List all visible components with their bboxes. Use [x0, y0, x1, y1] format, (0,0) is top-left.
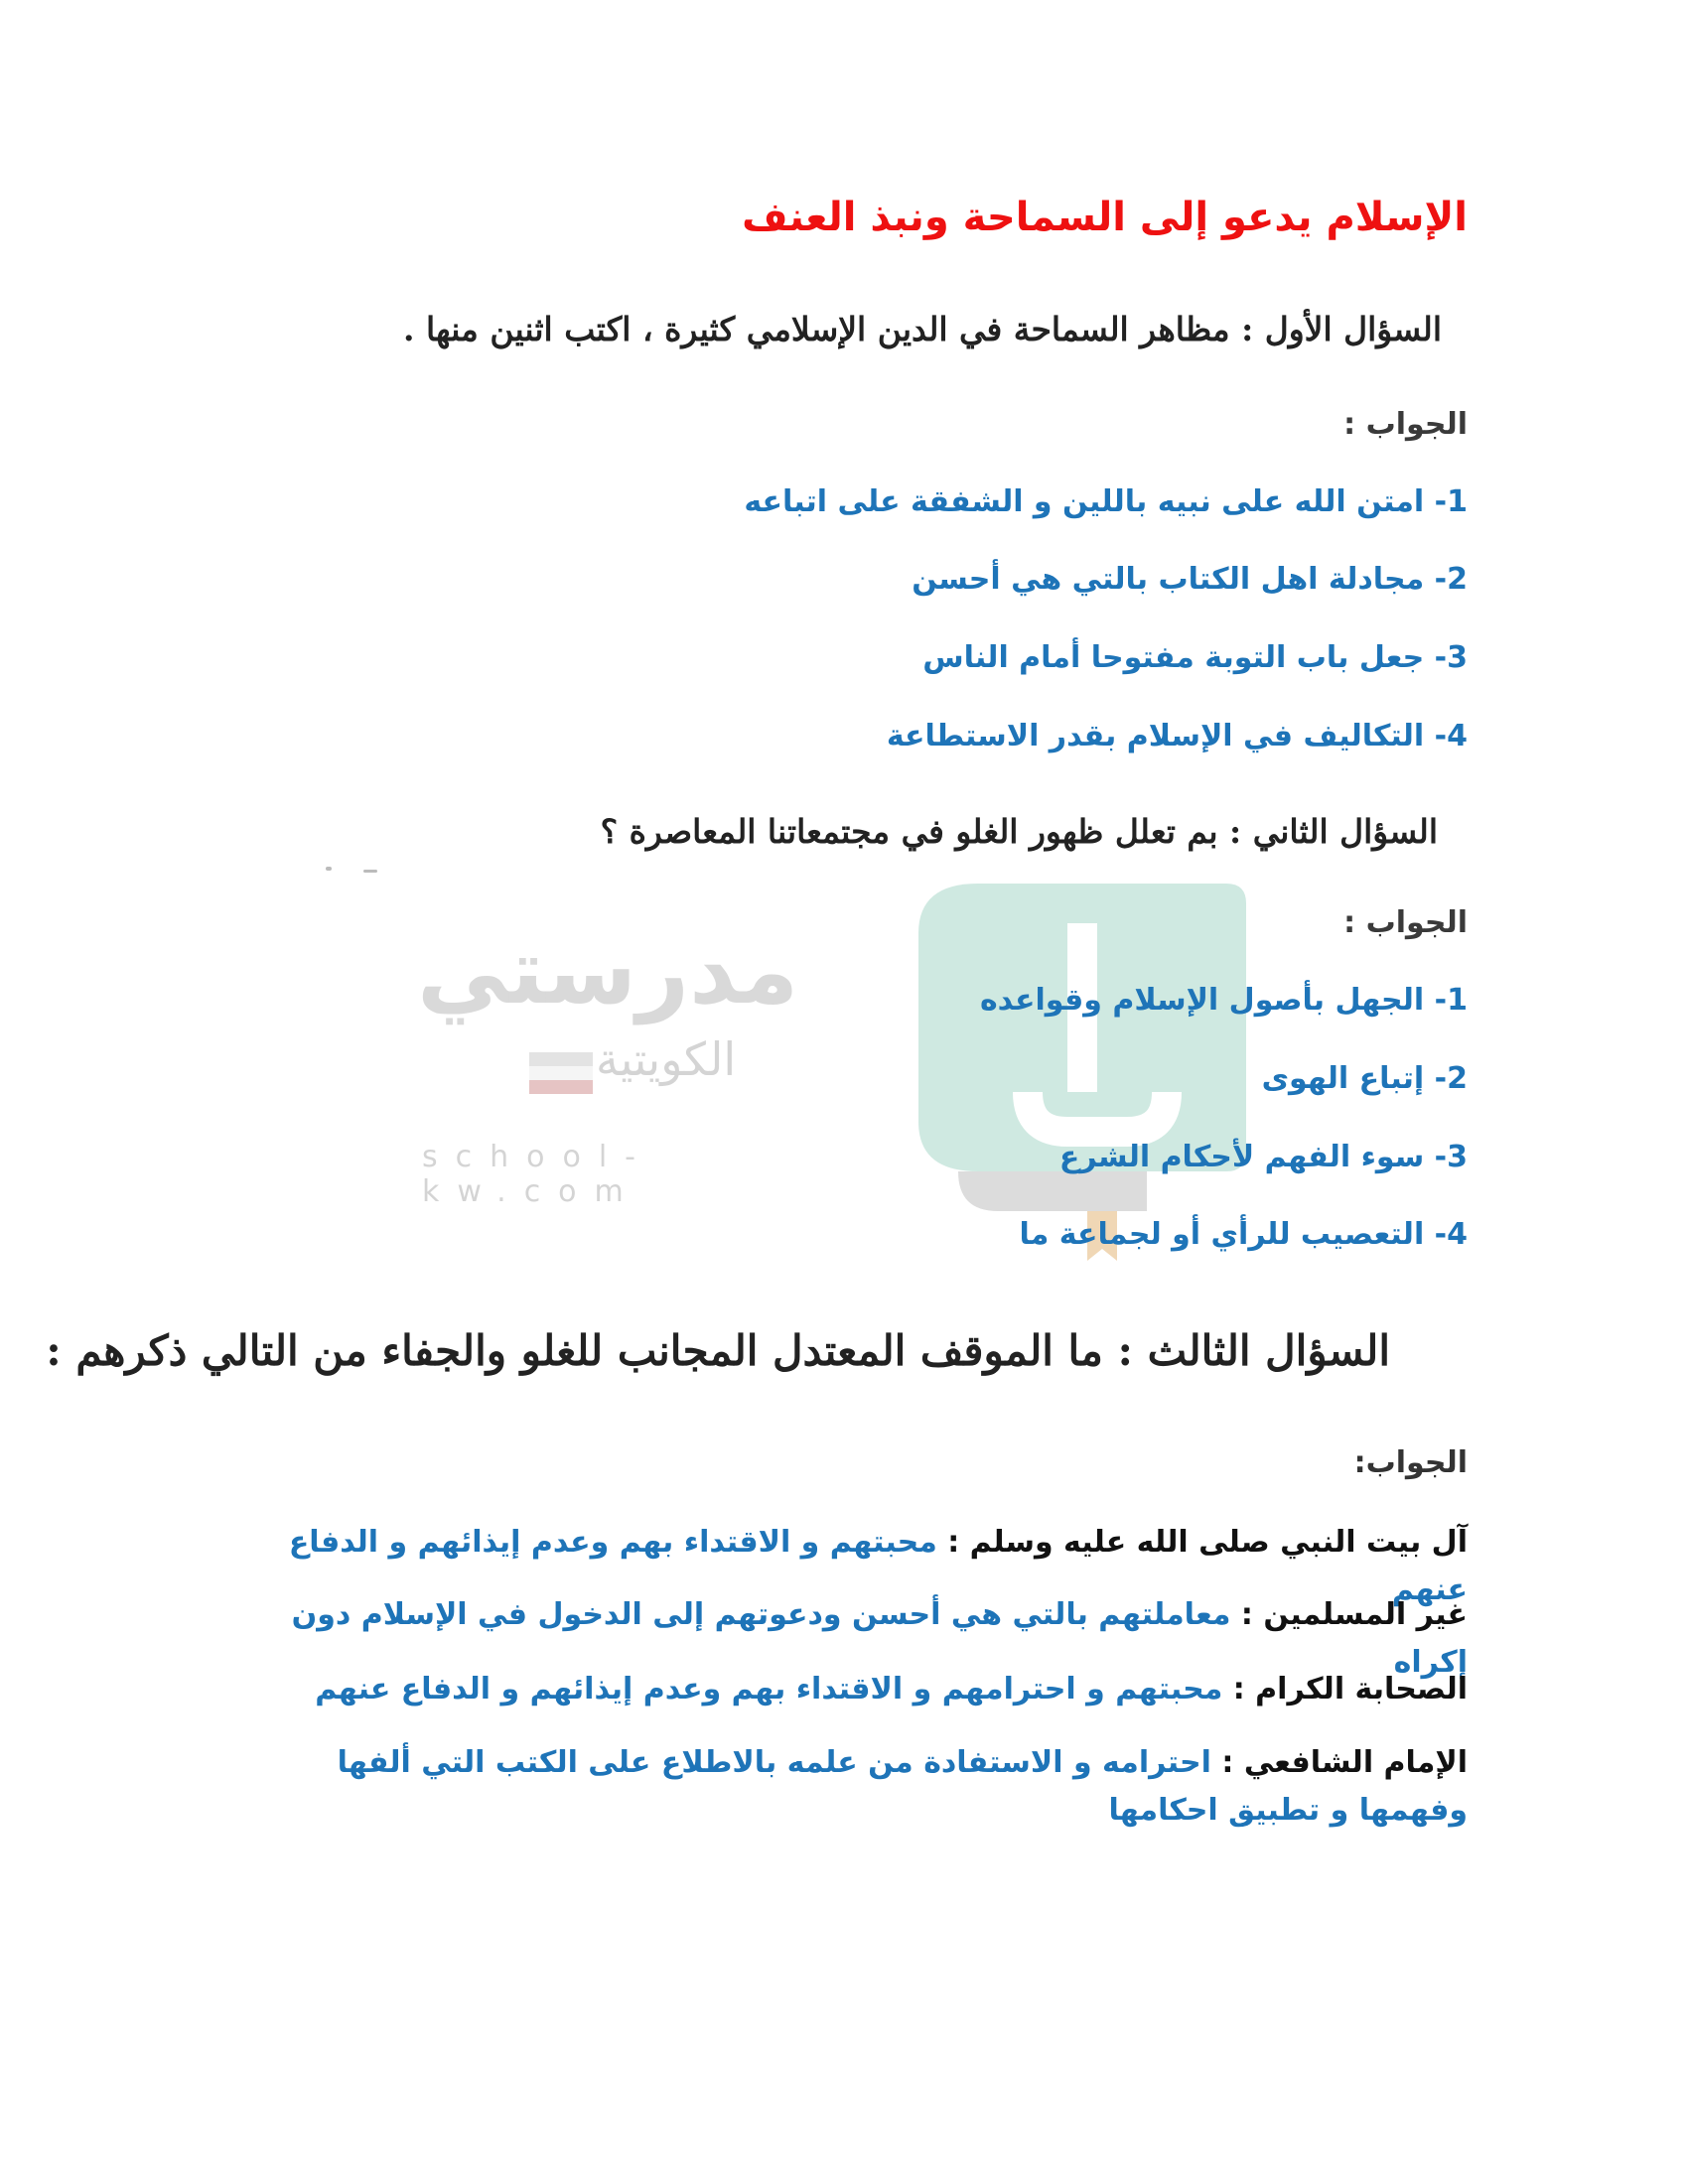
row-value: احترامه و الاستفادة من علمه بالاطلاع على الكتب التي ألفها وفهمها و تطبيق احكامها — [337, 1745, 1468, 1828]
page-title: الإسلام يدعو إلى السماحة ونبذ العنف — [742, 195, 1468, 240]
question-1: السؤال الأول : مظاهر السماحة في الدين الإسلامي كثيرة ، اكتب اثنين منها . — [402, 310, 1442, 348]
answer-1-item: 4- التكاليف في الإسلام بقدر الاستطاعة — [886, 719, 1468, 753]
row-label: الصحابة الكرام : — [1232, 1672, 1468, 1706]
answer-1-item: 1- امتن الله على نبيه باللين و الشفقة على اتباعه — [744, 484, 1468, 519]
scan-artifact — [363, 870, 377, 873]
answer-1-item: 3- جعل باب التوبة مفتوحا أمام الناس — [922, 640, 1468, 675]
row-label: الإمام الشافعي : — [1221, 1745, 1468, 1780]
position-row — [226, 1739, 1468, 1835]
position-row — [226, 1666, 1468, 1713]
row-value: محبتهم و احترامهم و الاقتداء بهم وعدم إيذائهم و الدفاع عنهم — [315, 1672, 1223, 1706]
row-value: معاملتهم بالتي هي أحسن ودعوتهم إلى الدخول في الإسلام دون إكراه — [291, 1597, 1468, 1680]
answer-1-item: 2- مجادلة اهل الكتاب بالتي هي أحسن — [912, 562, 1468, 597]
row-label: آل بيت النبي صلى الله عليه وسلم : — [947, 1525, 1468, 1560]
answer-label-1: الجواب : — [1343, 407, 1468, 442]
watermark-url: school-kw.com — [422, 1140, 654, 1209]
row-label: غير المسلمين : — [1240, 1597, 1468, 1632]
watermark-subtitle: الكويتية — [596, 1032, 737, 1086]
answer-label-2: الجواب : — [1343, 905, 1468, 940]
answer-2-item: 2- إتباع الهوى — [1261, 1061, 1468, 1096]
answer-2-item: 3- سوء الفهم لأحكام الشرع — [1058, 1140, 1468, 1174]
answer-2-item: 1- الجهل بأصول الإسلام وقواعده — [979, 983, 1468, 1018]
answer-2-item: 4- التعصيب للرأي أو لجماعة ما — [1019, 1217, 1468, 1252]
row-value: محبتهم و الاقتداء بهم وعدم إيذائهم و الدفاع عنهم — [288, 1525, 1468, 1607]
scan-artifact — [326, 867, 332, 871]
answer-label-3: الجواب: — [1353, 1445, 1468, 1480]
question-3: السؤال الثالث : ما الموقف المعتدل المجانب للغلو والجفاء من التالي ذكرهم : — [46, 1326, 1390, 1375]
watermark-brand: مدرستي — [417, 918, 799, 1024]
kuwait-flag-icon — [529, 1052, 593, 1094]
question-2: السؤال الثاني : بم تعلل ظهور الغلو في مجتمعاتنا المعاصرة ؟ — [600, 812, 1438, 851]
